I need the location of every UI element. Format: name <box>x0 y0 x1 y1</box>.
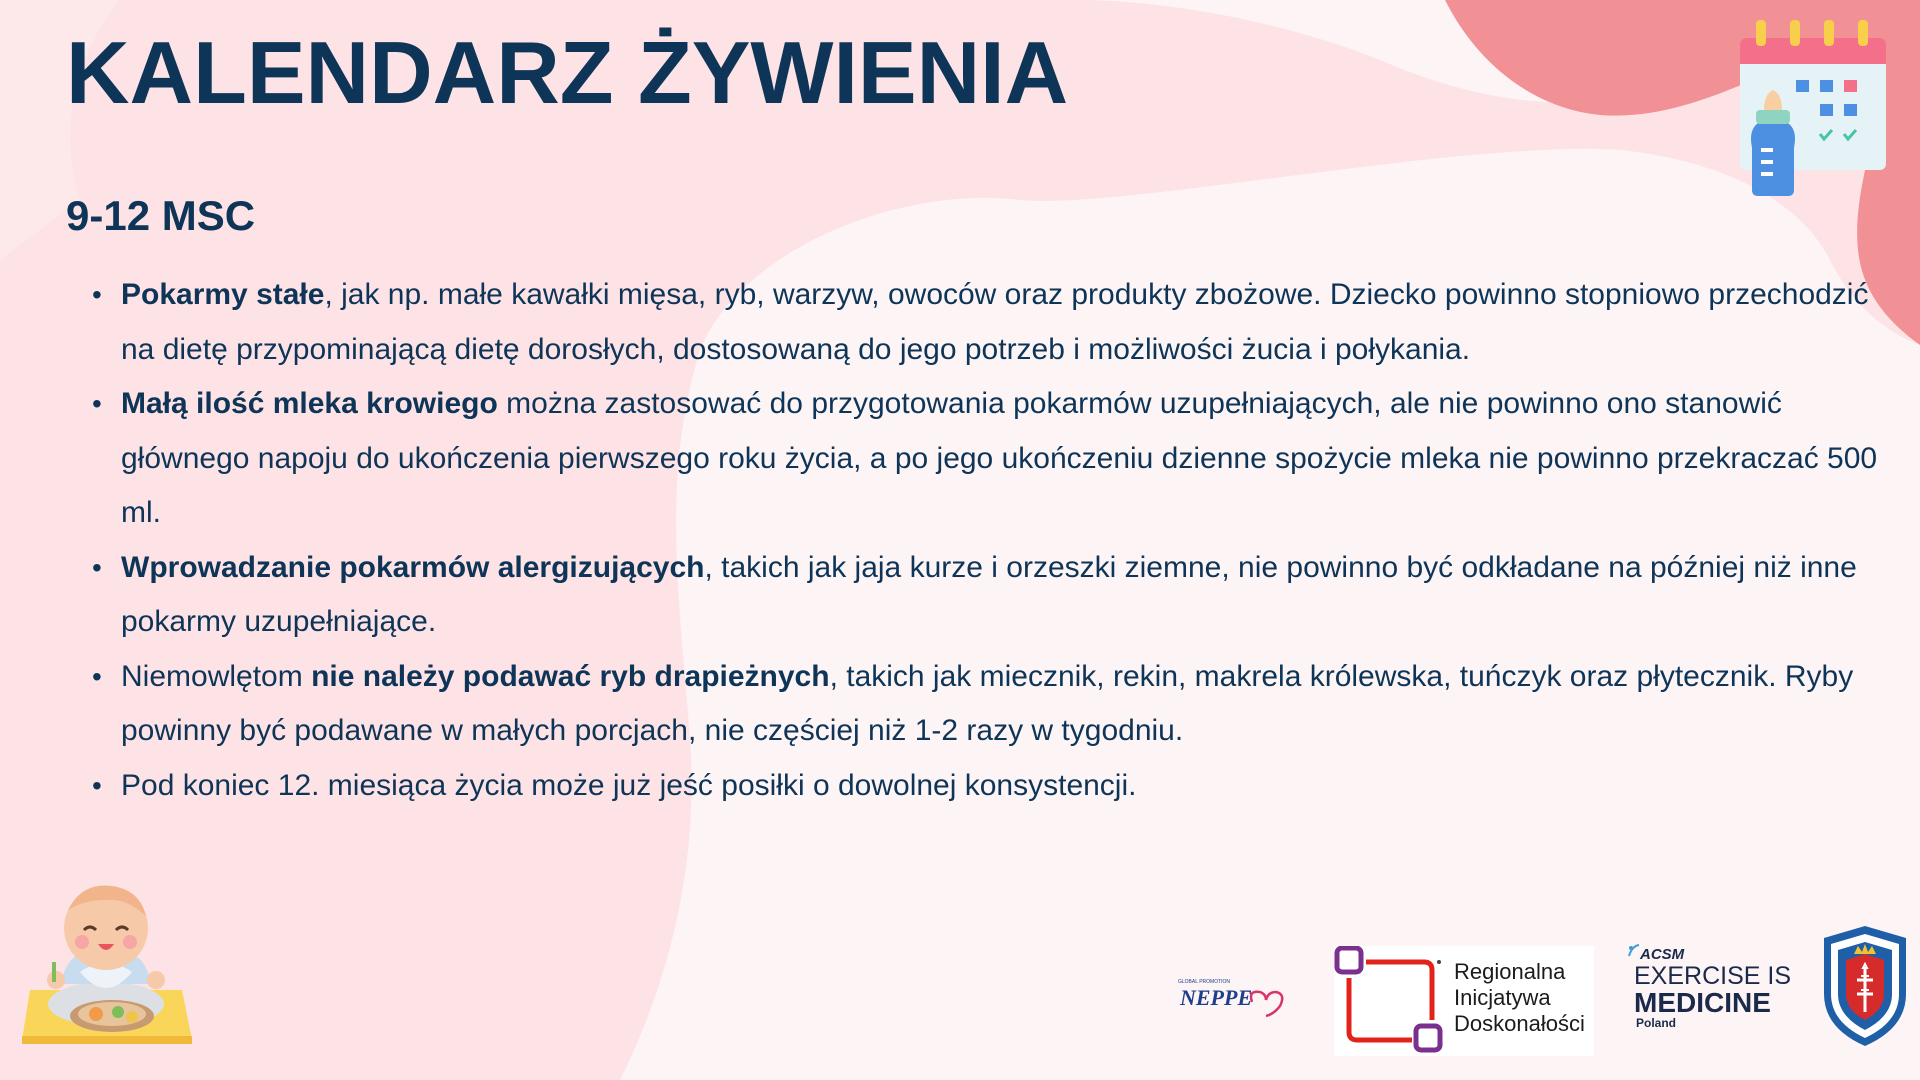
acsm-swoosh-icon <box>1628 944 1640 958</box>
feeding-guidelines-list <box>92 268 1892 813</box>
list-item: • Małą ilość mleka krowiego można zastosować do przygotowania pokarmów uzupełniających, ale nie powinno ono stanowić głównego napoju do ukończenia pierwszego roku życia, a po jego ukończeniu dzienne spożycie mleka nie powinno przekraczać 500 ml. <box>92 377 1892 541</box>
calendar-baby-bottle-icon <box>1738 18 1890 198</box>
rid-logo-text: Regionalna Inicjatywa Doskonałości <box>1454 959 1585 1036</box>
eim-logo-line1: EXERCISE IS <box>1634 962 1791 990</box>
list-item: • Wprowadzanie pokarmów alergizujących, takich jak jaja kurze i orzeszki ziemne, nie powinno być odkładane na później niż inne pokarmy uzupełniające. <box>92 541 1892 650</box>
eim-logo-line2: MEDICINE <box>1634 987 1771 1018</box>
list-item: • Niemowlętom nie należy podawać ryb drapieżnych, takich jak miecznik, rekin, makrela królewska, tuńczyk oraz płytecznik. Ryby powinny być podawane w małych porcjach, nie częściej niż 1-2 razy w tygodniu. <box>92 650 1892 759</box>
page-title: KALENDARZ ŻYWIENIA <box>66 23 1069 122</box>
baby-eating-illustration <box>22 880 197 1050</box>
neppe-logo: NEPPE <box>1180 985 1253 1010</box>
acsm-label: ACSM <box>1640 946 1685 963</box>
university-seal-logo <box>1820 924 1910 1048</box>
neppe-heart-icon <box>1246 986 1286 1018</box>
age-range-subtitle: 9-12 MSC <box>66 192 256 239</box>
list-item: • Pokarmy stałe, jak np. małe kawałki mięsa, ryb, warzyw, owoców oraz produkty zbożowe. Dziecko powinno stopniowo przechodzić na dietę przypominającą dietę dorosłych, dostosowaną do jego potrzeb i możliwości żucia i połykania. <box>92 268 1892 377</box>
rid-logo-mark <box>1334 946 1449 1056</box>
list-item: • Pod koniec 12. miesiąca życia może już jeść posiłki o dowolnej konsystencji. <box>92 759 1892 814</box>
neppe-logo-tagline: GLOBAL PROMOTION <box>1178 979 1231 985</box>
eim-logo-line3: Poland <box>1636 1016 1677 1030</box>
